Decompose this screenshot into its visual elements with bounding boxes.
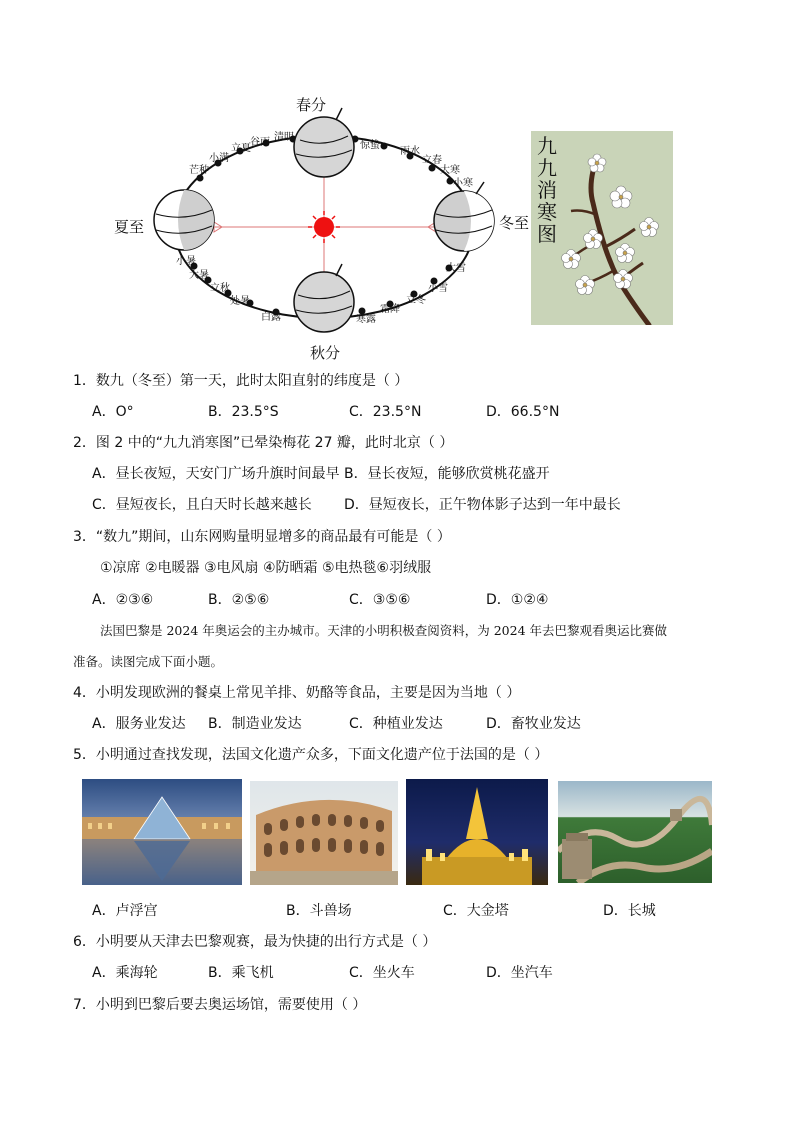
- term-label: 小雪: [428, 283, 448, 294]
- question-5-stem: 5．小明通过查找发现，法国文化遗产众多，下面文化遗产位于法国的是（ ）: [73, 747, 549, 763]
- calendar-title-line-2: 消寒图: [537, 178, 557, 246]
- calendar-title-line-1: 九九: [537, 134, 557, 180]
- question-2-option-d: D．昼短夜长，正午物体影子达到一年中最长: [344, 497, 621, 513]
- question-4-option-b: B．制造业发达: [208, 716, 302, 732]
- question-2-option-a: A．昼长夜短，天安门广场升旗时间最早: [92, 466, 340, 482]
- term-label: 惊蛰: [360, 140, 380, 151]
- question-6-stem: 6．小明要从天津去巴黎观赛，最为快捷的出行方式是（ ）: [73, 934, 437, 950]
- term-label: 白露: [261, 312, 281, 323]
- globe-summer: [154, 190, 214, 250]
- term-label: 立秋: [210, 283, 230, 294]
- question-2-option-c: C．昼短夜长，且白天时长越来越长: [92, 497, 312, 513]
- term-label: 立冬: [406, 295, 426, 306]
- term-label: 清明: [274, 132, 294, 143]
- term-label: 雨水: [400, 146, 420, 157]
- question-6-option-b: B．乘飞机: [208, 965, 274, 981]
- question-6-option-c: C．坐火车: [349, 965, 415, 981]
- question-4-option-a: A．服务业发达: [92, 716, 186, 732]
- question-1-stem: 1．数九（冬至）第一天，此时太阳直射的纬度是（ ）: [73, 373, 409, 389]
- question-4-option-d: D．畜牧业发达: [486, 716, 581, 732]
- term-label: 小寒: [453, 178, 473, 189]
- globe-winter: [434, 182, 494, 251]
- term-label: 芒种: [189, 165, 209, 176]
- plum-branch: [531, 131, 673, 325]
- photo-great-wall: [558, 781, 712, 883]
- question-3-option-a: A．②③⑥: [92, 592, 154, 608]
- label-spring: 春分: [296, 96, 327, 114]
- question-5-option-c: C．大金塔: [443, 903, 509, 919]
- passage-line-2: 准备。读图完成下面小题。: [73, 654, 224, 669]
- question-2-stem: 2．图 2 中的“九九消寒图”已晕染梅花 27 瓣，此时北京（ ）: [73, 435, 454, 451]
- nine-nine-calendar-panel: [531, 131, 673, 325]
- question-3-option-d: D．①②④: [486, 592, 549, 608]
- question-1-option-c: C．23.5°N: [349, 404, 422, 420]
- question-3-items: ①凉席 ②电暖器 ③电风扇 ④防晒霜 ⑤电热毯⑥羽绒服: [100, 560, 432, 576]
- term-label: 大寒: [440, 165, 460, 176]
- question-4-stem: 4．小明发现欧洲的餐桌上常见羊排、奶酪等食品，主要是因为当地（ ）: [73, 685, 521, 701]
- question-6-option-a: A．乘海轮: [92, 965, 158, 981]
- passage-line-1: 法国巴黎是 2024 年奥运会的主办城市。天津的小明积极查阅资料，为 2024 年去巴黎观看奥运比赛做: [100, 623, 668, 638]
- question-5-option-d: D．长城: [603, 903, 656, 919]
- label-autumn: 秋分: [310, 344, 341, 362]
- term-label: 处暑: [230, 296, 250, 307]
- term-label: 小满: [209, 153, 229, 164]
- question-3-stem: 3．“数九”期间，山东网购量明显增多的商品最有可能是（ ）: [73, 529, 451, 545]
- label-summer: 夏至: [114, 218, 145, 236]
- question-1-option-d: D．66.5°N: [486, 404, 560, 420]
- term-label: 小暑: [176, 256, 196, 267]
- photo-golden-pagoda: [406, 779, 548, 885]
- term-label: 大暑: [189, 270, 209, 281]
- question-3-option-b: B．②⑤⑥: [208, 592, 270, 608]
- term-label: 立夏: [231, 143, 251, 154]
- question-1-option-b: B．23.5°S: [208, 404, 279, 420]
- question-3-option-c: C．③⑤⑥: [349, 592, 411, 608]
- question-4-option-c: C．种植业发达: [349, 716, 443, 732]
- globe-autumn: [294, 264, 354, 332]
- label-winter: 冬至: [499, 214, 530, 232]
- term-label: 寒露: [356, 314, 376, 325]
- term-label: 霜降: [380, 304, 400, 315]
- term-label: 大雪: [446, 263, 466, 274]
- question-7-stem: 7．小明到巴黎后要去奥运场馆，需要使用（ ）: [73, 997, 367, 1013]
- question-6-option-d: D．坐汽车: [486, 965, 553, 981]
- question-1-option-a: A．O°: [92, 404, 134, 420]
- orbit-diagram: [110, 90, 540, 365]
- term-label: 谷雨: [250, 137, 270, 148]
- question-5-option-b: B．斗兽场: [286, 903, 352, 919]
- question-5-option-a: A．卢浮宫: [92, 903, 158, 919]
- term-label: 立春: [422, 155, 442, 166]
- photo-louvre: [82, 779, 242, 885]
- photo-colosseum: [250, 781, 398, 885]
- question-2-option-b: B．昼长夜短，能够欣赏桃花盛开: [344, 466, 550, 482]
- globe-spring: [294, 108, 354, 177]
